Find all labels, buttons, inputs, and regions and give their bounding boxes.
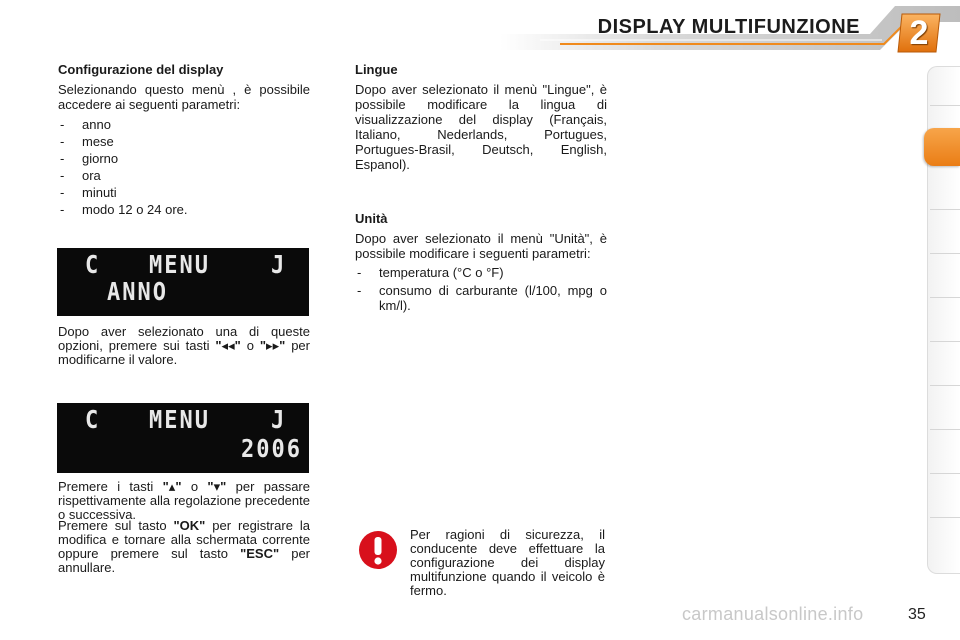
forward-key: "▸▸" [259, 338, 286, 353]
lcd-left-char: C [85, 406, 101, 435]
lcd-value: ANNO [107, 278, 168, 307]
config-intro: Selezionando questo menù , è possibile accedere ai seguenti parametri: [58, 82, 310, 112]
chapter-number: 2 [909, 14, 929, 52]
list-item: - minuti [58, 184, 310, 201]
updown-instruction [58, 480, 310, 522]
lcd-menu-label: MENU [149, 251, 210, 280]
esc-key: "ESC" [240, 546, 280, 561]
section-title-lingue: Lingue [355, 62, 398, 77]
text-fragment: Premere i tasti [58, 479, 163, 494]
arrows-instruction [58, 325, 310, 367]
list-item: - mese [58, 133, 310, 150]
side-tab-active[interactable] [924, 128, 960, 166]
lcd-left-char: C [85, 251, 101, 280]
lcd-right-char: J [271, 251, 287, 280]
down-key: "▾" [207, 479, 227, 494]
list-item: - giorno [58, 150, 310, 167]
page-number: 35 [908, 606, 926, 623]
text-fragment: Premere sul tasto [58, 518, 174, 533]
list-item: - consumo di carburante (l/100, mpg o km/l). [355, 283, 607, 313]
text-fragment: per passare rispettivamente alla regolazione precedente o successiva. [58, 479, 310, 522]
text-fragment: o [181, 479, 208, 494]
text-fragment: per annullare. [58, 546, 311, 575]
lcd-right-char: J [271, 406, 287, 435]
text-fragment: per registrare la modifica e tornare alla schermata corrente oppure premere sul tasto [58, 518, 310, 561]
lcd-menu-label: MENU [149, 406, 210, 435]
rewind-key: "◂◂" [215, 338, 241, 353]
page-title: DISPLAY MULTIFUNZIONE [597, 16, 860, 38]
lcd-display-year [57, 403, 309, 473]
config-list [58, 116, 310, 218]
unita-section [355, 211, 607, 316]
list-item: - temperatura (°C o °F) [355, 265, 607, 280]
middle-column [355, 62, 607, 176]
unita-list [355, 265, 607, 313]
section-title-unita: Unità [355, 211, 388, 226]
watermark: carmanualsonline.info [682, 604, 864, 624]
section-title-configurazione: Configurazione del display [58, 62, 224, 77]
ok-key: "OK" [173, 518, 206, 533]
up-key: "▴" [162, 479, 182, 494]
text-fragment: o [240, 338, 260, 353]
list-item: - anno [58, 116, 310, 133]
text-fragment: Dopo aver selezionato una di queste opzioni, premere sui tasti [58, 324, 310, 353]
ok-instruction [58, 519, 310, 575]
lingue-text: Dopo aver selezionato il menù "Lingue", è possibile modificare la lingua di visualizzazione del display (Français, Italiano, Nederlands, Portugues, Portugues-Brasil, Deutsch, English, Espanol). [355, 82, 607, 172]
list-item: - ora [58, 167, 310, 184]
text-fragment: per modificarne il valore. [58, 338, 310, 367]
lcd-value: 2006 [241, 435, 302, 464]
list-item: - modo 12 o 24 ore. [58, 201, 310, 218]
left-column [58, 62, 310, 218]
lcd-display-anno [57, 248, 309, 316]
exclamation-icon [358, 530, 398, 570]
unita-text: Dopo aver selezionato il menù "Unità", è possibile modificare i seguenti parametri: [355, 231, 607, 261]
safety-warning-text: Per ragioni di sicurezza, il conducente deve effettuare la configurazione dei display multifunzione quando il veicolo è fermo. [410, 527, 605, 598]
